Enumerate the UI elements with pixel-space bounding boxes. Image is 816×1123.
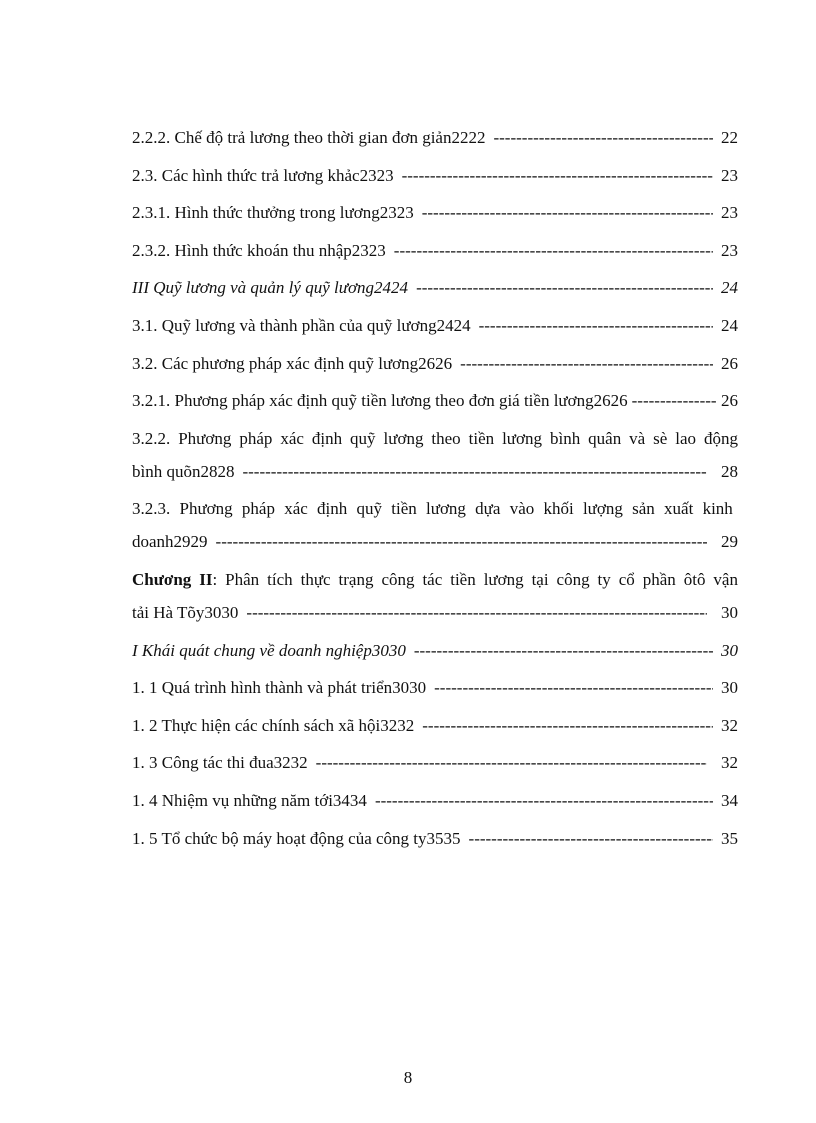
toc-entry-title: 1. 1 Quá trình hình thành và phát triển3030 bbox=[132, 678, 427, 698]
toc-entry-title-line1: 3.2.2. Phương pháp xác định quỹ lương theo tiền lương bình quân và sè lao động bbox=[132, 428, 738, 448]
toc-entry[interactable] bbox=[132, 498, 738, 553]
toc-entry[interactable] bbox=[132, 752, 738, 774]
toc-entry-title: 2.3.1. Hình thức thưởng trong lương2323 bbox=[132, 203, 414, 223]
toc-entry-title: 2.3.2. Hình thức khoán thu nhập2323 bbox=[132, 240, 386, 260]
toc-entry[interactable] bbox=[132, 240, 738, 262]
toc-entry-page: 23 bbox=[721, 165, 738, 185]
toc-leader-dots bbox=[402, 165, 713, 187]
toc-leader-dots bbox=[394, 240, 713, 262]
toc-chapter-entry[interactable] bbox=[132, 569, 738, 624]
toc-entry-page: 23 bbox=[721, 240, 738, 260]
toc-entry-page: 35 bbox=[721, 828, 738, 848]
toc-leader-dots bbox=[422, 202, 713, 224]
toc-entry-title: 2.2.2. Chế độ trả lương theo thời gian đơn giản2222 bbox=[132, 128, 486, 147]
toc-entry-page: 24 bbox=[721, 315, 738, 335]
toc-entry[interactable] bbox=[132, 165, 738, 187]
toc-entry[interactable] bbox=[132, 715, 738, 737]
toc-leader-dots bbox=[375, 790, 713, 812]
toc-entry-title: 1. 5 Tổ chức bộ máy hoạt động của công ty3535 bbox=[132, 828, 461, 848]
toc-entry-page: 32 bbox=[721, 715, 738, 735]
toc-entry-page: 24 bbox=[721, 278, 738, 298]
toc-entry-page: 22 bbox=[721, 128, 738, 147]
toc-entry-title-line2: tải Hà Tõy3030 bbox=[132, 602, 239, 622]
toc-entry-page: 26 bbox=[721, 391, 738, 411]
toc-entry[interactable] bbox=[132, 353, 738, 375]
toc-entry-page: 32 bbox=[721, 753, 738, 773]
table-of-contents bbox=[132, 127, 738, 865]
toc-leader-dots bbox=[460, 353, 713, 375]
toc-entry[interactable] bbox=[132, 428, 738, 483]
toc-leader-dots bbox=[632, 390, 717, 412]
toc-leader-dots bbox=[216, 531, 707, 553]
toc-entry[interactable] bbox=[132, 390, 738, 412]
toc-entry[interactable] bbox=[132, 790, 738, 812]
toc-section-entry[interactable] bbox=[132, 277, 738, 299]
toc-entry[interactable] bbox=[132, 828, 738, 850]
toc-entry-title: 1. 3 Công tác thi đua3232 bbox=[132, 753, 308, 773]
toc-entry-page: 30 bbox=[721, 640, 738, 660]
toc-section-entry[interactable] bbox=[132, 640, 738, 662]
toc-leader-dots bbox=[246, 602, 707, 624]
toc-leader-dots bbox=[316, 752, 707, 774]
toc-entry-page: 30 bbox=[721, 602, 738, 622]
toc-leader-dots bbox=[422, 715, 713, 737]
toc-entry-title-line2: doanh2929 bbox=[132, 532, 208, 552]
toc-entry-page: 29 bbox=[721, 532, 738, 552]
toc-entry-title-line1 bbox=[132, 569, 738, 591]
toc-leader-dots bbox=[242, 461, 707, 483]
chapter-label: Chương II bbox=[132, 569, 213, 589]
toc-leader-dots bbox=[493, 127, 713, 149]
toc-entry-title: 3.2. Các phương pháp xác định quỹ lương2626 bbox=[132, 353, 453, 373]
toc-entry[interactable] bbox=[132, 315, 738, 337]
toc-leader-dots bbox=[479, 315, 713, 337]
toc-entry-page: 28 bbox=[721, 461, 738, 481]
toc-entry-title-line1: 3.2.3. Phương pháp xác định quỹ tiền lương dựa vào khối lượng sản xuất kinh bbox=[132, 499, 733, 519]
toc-entry-title: 2.3. Các hình thức trả lương khảc2323 bbox=[132, 165, 394, 185]
toc-leader-dots bbox=[416, 277, 713, 299]
toc-entry[interactable] bbox=[132, 127, 738, 149]
toc-entry[interactable] bbox=[132, 202, 738, 224]
chapter-title: : Phân tích thực trạng công tác tiền lương tại công ty cổ phần ôtô vận bbox=[212, 569, 738, 589]
toc-entry-title: 1. 2 Thực hiện các chính sách xã hội3232 bbox=[132, 715, 415, 735]
toc-entry-title: 1. 4 Nhiệm vụ những năm tới3434 bbox=[132, 790, 367, 810]
toc-entry-title: 3.2.1. Phương pháp xác định quỹ tiền lương theo đơn giá tiền lương2626 bbox=[132, 391, 628, 411]
page-number: 8 bbox=[403, 1068, 413, 1087]
toc-entry-title-line2: bình quõn2828 bbox=[132, 461, 235, 481]
toc-entry-page: 26 bbox=[721, 353, 738, 373]
toc-leader-dots bbox=[414, 640, 713, 662]
toc-entry-page: 34 bbox=[721, 790, 738, 810]
toc-entry-page: 30 bbox=[721, 678, 738, 698]
toc-entry-title: 3.1. Quỹ lương và thành phần của quỹ lương2424 bbox=[132, 315, 471, 335]
toc-entry-title: I Khái quát chung về doanh nghiệp3030 bbox=[132, 640, 406, 660]
toc-entry-page: 23 bbox=[721, 203, 738, 223]
toc-leader-dots bbox=[434, 677, 713, 699]
toc-entry[interactable] bbox=[132, 677, 738, 699]
toc-entry-title: III Quỹ lương và quản lý quỹ lương2424 bbox=[132, 278, 409, 298]
toc-leader-dots bbox=[469, 828, 713, 850]
